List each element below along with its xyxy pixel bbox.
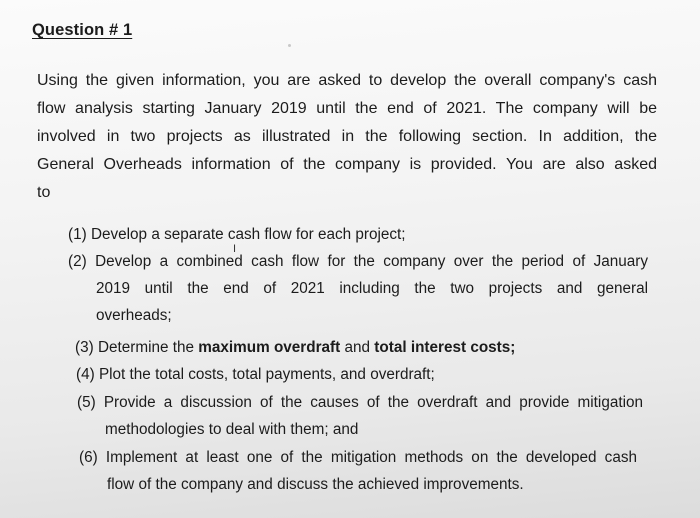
intro-line: to bbox=[37, 184, 51, 201]
task-3-bold-overdraft: maximum overdraft bbox=[198, 339, 341, 356]
task-item-3 bbox=[75, 334, 515, 361]
task-6-line-1: (6) Implement at least one of the mitigation methods on the developed cash bbox=[79, 449, 637, 466]
task-2-line-3: overheads; bbox=[96, 307, 172, 324]
task-item-4 bbox=[76, 361, 435, 388]
intro-line: involved in two projects as illustrated in the following section. In addition, the bbox=[37, 128, 657, 145]
task-4-text: (4) Plot the total costs, total payments, and overdraft; bbox=[76, 366, 435, 383]
speck bbox=[288, 44, 291, 47]
task-2-line-2: 2019 until the end of 2021 including the two projects and general bbox=[96, 280, 648, 297]
task-3-prefix: (3) Determine the bbox=[75, 339, 199, 356]
task-3-middle: and bbox=[340, 339, 375, 356]
task-2-line-1: (2) Develop a combined cash flow for the company over the period of January bbox=[68, 253, 648, 270]
task-item-2 bbox=[68, 248, 648, 329]
task-6-line-2: flow of the company and discuss the achieved improvements. bbox=[107, 476, 524, 493]
intro-line: flow analysis starting January 2019 until the end of 2021. The company will be bbox=[37, 100, 657, 117]
question-heading: Question # 1 bbox=[32, 21, 133, 39]
task-5-line-2: methodologies to deal with them; and bbox=[105, 421, 359, 438]
task-3-bold-interest: total interest costs; bbox=[374, 339, 516, 356]
text-cursor-icon: I bbox=[233, 243, 237, 255]
task-3-text bbox=[75, 334, 515, 361]
task-1-text: (1) Develop a separate cash flow for each project; bbox=[68, 226, 406, 243]
task-item-6 bbox=[79, 444, 637, 498]
task-5-line-1: (5) Provide a discussion of the causes of the overdraft and provide mitigation bbox=[77, 394, 643, 411]
intro-line: Using the given information, you are asked to develop the overall company's cash bbox=[37, 72, 657, 89]
intro-paragraph bbox=[37, 67, 657, 207]
intro-line: General Overheads information of the company is provided. You are also asked bbox=[37, 156, 657, 173]
task-item-5 bbox=[77, 389, 643, 443]
